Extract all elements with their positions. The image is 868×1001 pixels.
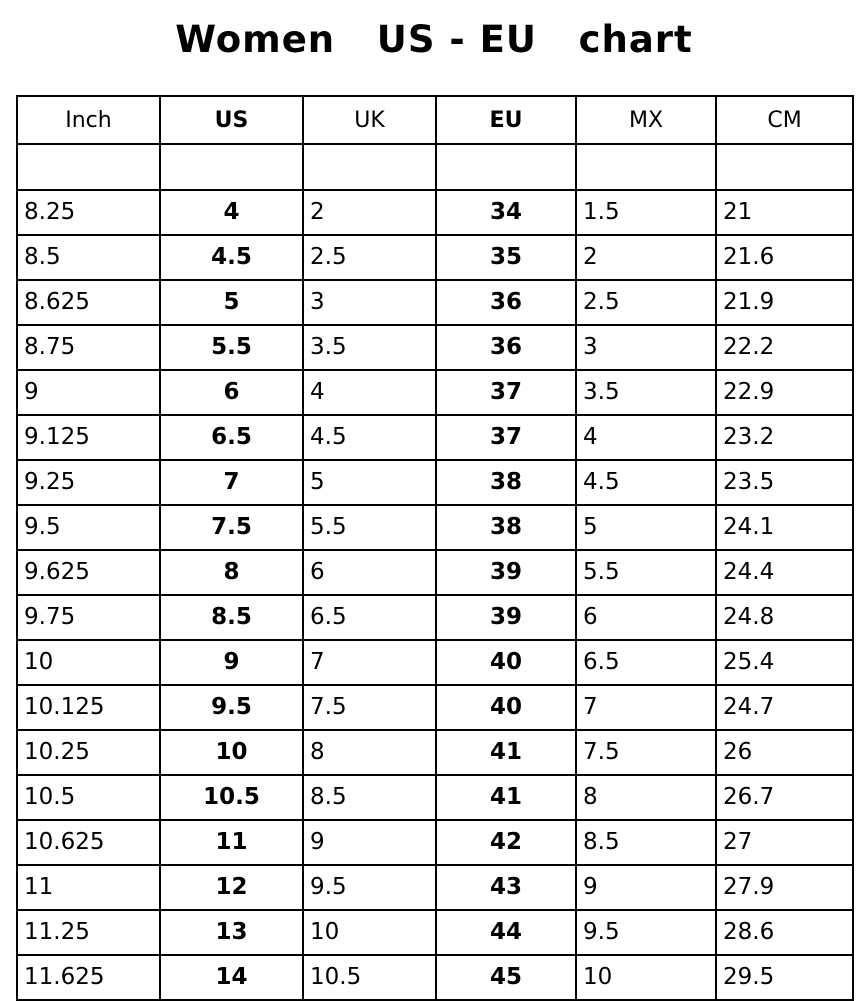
table-cell-inch: 8.625: [17, 280, 160, 325]
table-cell-uk: 9: [303, 820, 436, 865]
table-row: [17, 190, 853, 235]
table-cell-us: 6: [160, 370, 303, 415]
table-row: [17, 280, 853, 325]
table-cell-mx: 7.5: [576, 730, 716, 775]
table-cell-uk: 7: [303, 640, 436, 685]
column-header-uk: UK: [303, 96, 436, 144]
table-cell-inch: 9.125: [17, 415, 160, 460]
table-cell-uk: 10: [303, 910, 436, 955]
table-cell-cm: 28.6: [716, 910, 853, 955]
table-spacer-row: [17, 144, 853, 190]
table-cell-us-empty: [160, 144, 303, 190]
table-cell-inch: 10.125: [17, 685, 160, 730]
table-cell-uk: 10.5: [303, 955, 436, 1000]
table-cell-mx: 4: [576, 415, 716, 460]
table-cell-mx: 2.5: [576, 280, 716, 325]
table-cell-us: 8.5: [160, 595, 303, 640]
table-cell-cm: 24.7: [716, 685, 853, 730]
table-cell-inch: 8.25: [17, 190, 160, 235]
table-cell-cm: 26.7: [716, 775, 853, 820]
table-cell-cm: 23.2: [716, 415, 853, 460]
table-cell-eu: 40: [436, 685, 576, 730]
table-cell-inch: 11: [17, 865, 160, 910]
table-row: [17, 775, 853, 820]
table-cell-eu: 36: [436, 325, 576, 370]
table-cell-inch: 11.25: [17, 910, 160, 955]
table-cell-eu: 34: [436, 190, 576, 235]
table-cell-inch-empty: [17, 144, 160, 190]
table-cell-mx: 8: [576, 775, 716, 820]
table-cell-uk: 3.5: [303, 325, 436, 370]
table-cell-mx: 7: [576, 685, 716, 730]
table-cell-mx: 9: [576, 865, 716, 910]
table-cell-cm: 21.6: [716, 235, 853, 280]
table-cell-cm: 26: [716, 730, 853, 775]
table-cell-eu: 37: [436, 415, 576, 460]
column-header-us: US: [160, 96, 303, 144]
table-cell-cm: 22.2: [716, 325, 853, 370]
table-cell-us: 13: [160, 910, 303, 955]
table-cell-uk: 5: [303, 460, 436, 505]
table-row: [17, 415, 853, 460]
table-cell-us: 12: [160, 865, 303, 910]
table-cell-mx: 3.5: [576, 370, 716, 415]
table-cell-cm: 23.5: [716, 460, 853, 505]
table-row: [17, 640, 853, 685]
table-cell-inch: 9.25: [17, 460, 160, 505]
table-cell-mx: 8.5: [576, 820, 716, 865]
table-cell-uk: 2.5: [303, 235, 436, 280]
table-cell-eu: 38: [436, 505, 576, 550]
table-cell-uk: 5.5: [303, 505, 436, 550]
table-cell-mx: 1.5: [576, 190, 716, 235]
table-cell-uk: 6.5: [303, 595, 436, 640]
table-header: [17, 96, 853, 144]
table-cell-us: 11: [160, 820, 303, 865]
table-cell-mx: 10: [576, 955, 716, 1000]
table-cell-uk: 4: [303, 370, 436, 415]
table-cell-mx: 6.5: [576, 640, 716, 685]
table-cell-eu: 37: [436, 370, 576, 415]
table-row: [17, 865, 853, 910]
table-cell-mx: 5.5: [576, 550, 716, 595]
table-cell-us: 10.5: [160, 775, 303, 820]
table-cell-uk: 3: [303, 280, 436, 325]
table-cell-us: 4.5: [160, 235, 303, 280]
column-header-mx: MX: [576, 96, 716, 144]
table-cell-mx: 2: [576, 235, 716, 280]
size-conversion-table: [16, 95, 854, 1001]
table-cell-inch: 9.5: [17, 505, 160, 550]
table-cell-us: 4: [160, 190, 303, 235]
table-cell-uk-empty: [303, 144, 436, 190]
table-cell-eu: 39: [436, 550, 576, 595]
table-cell-cm: 21.9: [716, 280, 853, 325]
size-chart-table-wrapper: [16, 67, 852, 1001]
column-header-cm: CM: [716, 96, 853, 144]
table-cell-uk: 2: [303, 190, 436, 235]
table-cell-mx: 9.5: [576, 910, 716, 955]
table-cell-cm: 27.9: [716, 865, 853, 910]
table-cell-mx-empty: [576, 144, 716, 190]
table-cell-inch: 9: [17, 370, 160, 415]
table-cell-inch: 10.5: [17, 775, 160, 820]
table-cell-us: 5: [160, 280, 303, 325]
table-cell-cm: 24.1: [716, 505, 853, 550]
table-row: [17, 505, 853, 550]
table-row: [17, 910, 853, 955]
table-row: [17, 955, 853, 1000]
table-row: [17, 325, 853, 370]
table-cell-inch: 9.75: [17, 595, 160, 640]
table-cell-mx: 3: [576, 325, 716, 370]
table-row: [17, 460, 853, 505]
table-cell-eu: 36: [436, 280, 576, 325]
table-cell-cm: 24.8: [716, 595, 853, 640]
table-row: [17, 730, 853, 775]
table-cell-inch: 8.5: [17, 235, 160, 280]
table-cell-cm: 27: [716, 820, 853, 865]
table-cell-uk: 7.5: [303, 685, 436, 730]
table-cell-uk: 4.5: [303, 415, 436, 460]
table-cell-uk: 6: [303, 550, 436, 595]
table-cell-eu: 39: [436, 595, 576, 640]
table-cell-cm: 22.9: [716, 370, 853, 415]
table-cell-cm: 25.4: [716, 640, 853, 685]
table-cell-cm: 21: [716, 190, 853, 235]
table-cell-cm: 29.5: [716, 955, 853, 1000]
table-cell-us: 6.5: [160, 415, 303, 460]
table-cell-us: 7.5: [160, 505, 303, 550]
table-cell-inch: 10: [17, 640, 160, 685]
table-cell-eu: 40: [436, 640, 576, 685]
table-cell-eu: 38: [436, 460, 576, 505]
table-cell-cm-empty: [716, 144, 853, 190]
table-cell-eu: 43: [436, 865, 576, 910]
table-cell-us: 8: [160, 550, 303, 595]
table-row: [17, 820, 853, 865]
table-cell-eu: 41: [436, 730, 576, 775]
table-cell-eu: 35: [436, 235, 576, 280]
column-header-inch: Inch: [17, 96, 160, 144]
table-cell-us: 9: [160, 640, 303, 685]
table-cell-us: 7: [160, 460, 303, 505]
column-header-eu: EU: [436, 96, 576, 144]
table-cell-us: 5.5: [160, 325, 303, 370]
table-cell-uk: 8: [303, 730, 436, 775]
table-cell-us: 14: [160, 955, 303, 1000]
table-cell-eu: 41: [436, 775, 576, 820]
table-row: [17, 685, 853, 730]
table-cell-inch: 8.75: [17, 325, 160, 370]
table-cell-mx: 6: [576, 595, 716, 640]
table-body: [17, 144, 853, 1000]
table-cell-inch: 9.625: [17, 550, 160, 595]
table-row: [17, 595, 853, 640]
table-cell-uk: 9.5: [303, 865, 436, 910]
table-cell-us: 9.5: [160, 685, 303, 730]
table-cell-inch: 10.25: [17, 730, 160, 775]
page-title: Women US - EU chart: [175, 18, 693, 61]
table-cell-inch: 11.625: [17, 955, 160, 1000]
table-cell-cm: 24.4: [716, 550, 853, 595]
table-row: [17, 370, 853, 415]
table-cell-eu: 45: [436, 955, 576, 1000]
table-cell-mx: 4.5: [576, 460, 716, 505]
header-row: [17, 96, 853, 144]
table-cell-eu-empty: [436, 144, 576, 190]
table-cell-mx: 5: [576, 505, 716, 550]
table-row: [17, 550, 853, 595]
table-cell-eu: 44: [436, 910, 576, 955]
table-cell-inch: 10.625: [17, 820, 160, 865]
table-row: [17, 235, 853, 280]
table-cell-eu: 42: [436, 820, 576, 865]
table-cell-uk: 8.5: [303, 775, 436, 820]
table-cell-us: 10: [160, 730, 303, 775]
